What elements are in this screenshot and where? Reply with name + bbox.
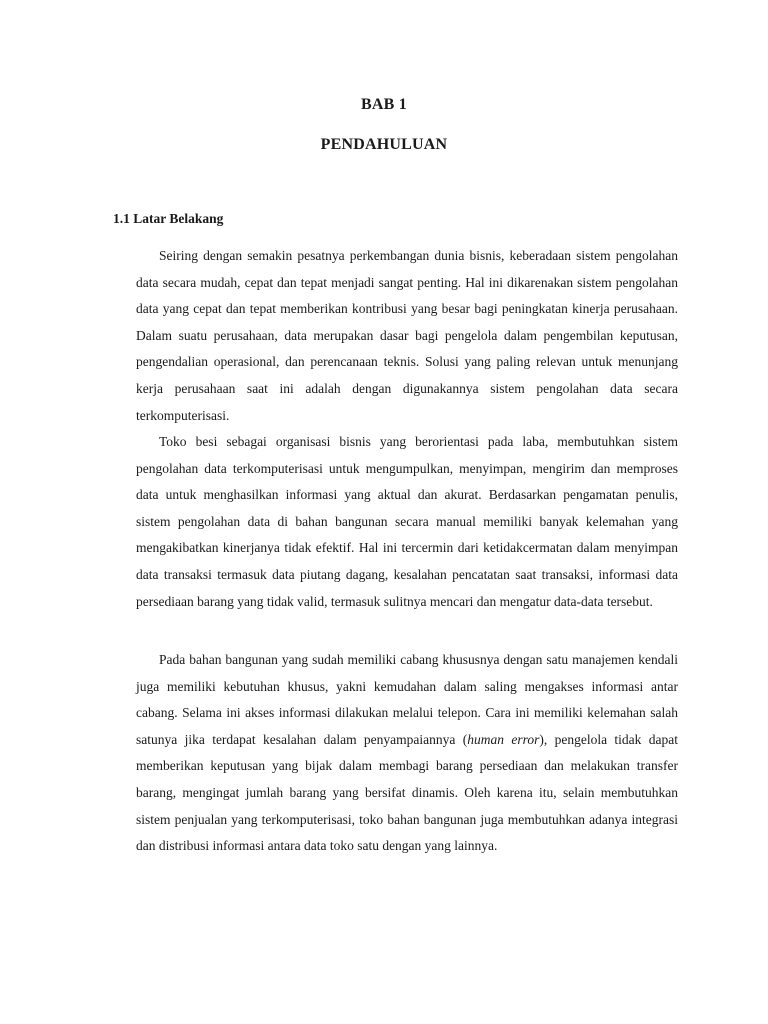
paragraph-3-text-before: Pada bahan bangunan yang sudah memiliki cabang khususnya dengan satu manajemen kendali juga memiliki kebutuhan khusus, yakni kemudahan dalam saling mengakses informasi antar cabang. Selama ini akses informasi dilakukan melalui telepon. Cara ini memiliki kelemahan salah satunya jika terdapat kesalahan dalam penyampaiannya ( [136, 652, 678, 747]
section-heading: 1.1 Latar Belakang [113, 211, 224, 226]
paragraph-1: Seiring dengan semakin pesatnya perkembangan dunia bisnis, keberadaan sistem pengolahan data secara mudah, cepat dan tepat menjadi sangat penting. Hal ini dikarenakan sistem pengolahan data yang cepat dan tepat memberikan kontribusi yang besar bagi peningkatan kinerja perusahaan. Dalam suatu perusahaan, data merupakan dasar bagi pengelola dalam pengembilan keputusan, pengendalian operasional, dan perencanaan teknis. Solusi yang paling relevan untuk menunjang kerja perusahaan saat ini adalah dengan digunakannya sistem pengolahan data secara terkomputerisasi. [136, 248, 678, 423]
chapter-title: PENDAHULUAN [320, 136, 448, 153]
chapter-number: BAB 1 [361, 96, 407, 113]
paragraph-3 [136, 647, 678, 860]
paragraph-2: Toko besi sebagai organisasi bisnis yang berorientasi pada laba, membutuhkan sistem pengolahan data terkomputerisasi untuk mengumpulkan, menyimpan, mengirim dan memproses data untuk menghasilkan informasi yang aktual dan akurat. Berdasarkan pengamatan penulis, sistem pengolahan data di bahan bangunan secara manual memiliki banyak kelemahan yang mengakibatkan kinerjanya tidak efektif. Hal ini tercermin dari ketidakcermatan dalam menyimpan data transaksi termasuk data piutang dagang, kesalahan pencatatan saat transaksi, informasi data persediaan barang yang tidak valid, termasuk sulitnya mencari dan mengatur data-data tersebut. [136, 434, 678, 609]
paragraph-3-italic-term: human error [467, 731, 540, 747]
paragraph-3-text-after: ), pengelola tidak dapat memberikan keputusan yang bijak dalam membagi barang persediaan dan melakukan transfer barang, mengingat jumlah barang yang bersifat dinamis. Oleh karena itu, selain membutuhkan sistem penjualan yang terkomputerisasi, toko bahan bangunan juga membutuhkan adanya integrasi dan distribusi informasi antara data toko satu dengan yang lainnya. [136, 731, 678, 854]
